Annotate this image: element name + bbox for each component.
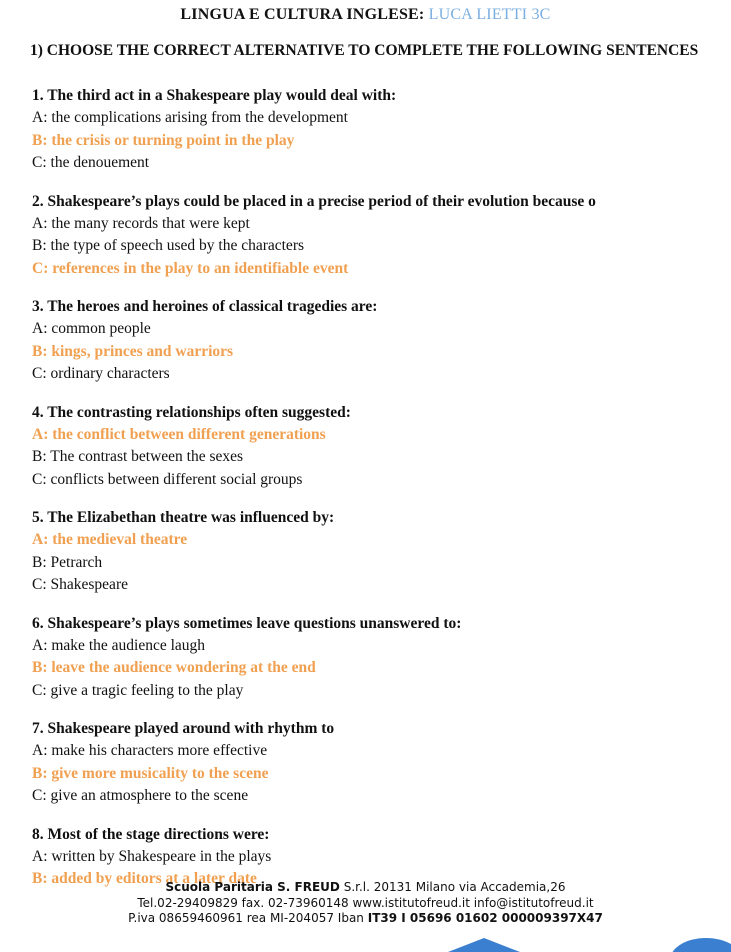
question-text: 7. Shakespeare played around with rhythm to xyxy=(32,720,335,737)
correct-answer-option: A: the medieval theatre xyxy=(32,531,188,548)
student-name: LUCA LIETTI 3C xyxy=(428,6,551,23)
question-text: 8. Most of the stage directions were: xyxy=(32,825,270,843)
correct-answer-option: B: kings, princes and warriors xyxy=(32,342,234,360)
answer-option: A: make his characters more effective xyxy=(32,742,268,759)
school-details: S.r.l. 20131 Milano via Accademia,26 xyxy=(343,880,566,894)
answer-option: C: the denouement xyxy=(32,154,150,171)
answer-option: A: the complications arising from the development xyxy=(32,109,348,126)
answer-option: B: The contrast between the sexes xyxy=(32,448,244,465)
answer-option: A: the many records that were kept xyxy=(32,214,250,232)
answer-option: C: Shakespeare xyxy=(32,576,128,593)
question-text: 5. The Elizabethan theatre was influenced by: xyxy=(32,509,335,526)
school-iban: IT39 I 05696 01602 000009397X47 xyxy=(367,911,603,925)
correct-answer-option: B: added by editors at a later date xyxy=(32,870,257,887)
bottom-decoration xyxy=(0,938,731,952)
question-4 xyxy=(32,401,727,507)
answer-option: C: give a tragic feeling to the play xyxy=(32,681,244,699)
question-2 xyxy=(32,190,727,296)
question-list xyxy=(32,84,727,928)
course-title: LINGUA E CULTURA INGLESE: xyxy=(180,6,425,23)
answer-option: A: make the audience laugh xyxy=(32,636,206,654)
correct-answer-option: C: references in the play to an identifiable event xyxy=(32,259,349,277)
correct-answer-option: B: give more musicality to the scene xyxy=(32,764,269,782)
question-6 xyxy=(32,612,727,718)
answer-option: C: ordinary characters xyxy=(32,365,170,382)
answer-option: C: conflicts between different social groups xyxy=(32,470,303,488)
question-3 xyxy=(32,295,727,401)
school-contacts: Tel.02-29409829 fax. 02-73960148 www.istitutofreud.it info@istitutofreud.it xyxy=(137,895,594,910)
bottom-edge xyxy=(0,938,731,952)
question-text: 1. The third act in a Shakespeare play would deal with: xyxy=(32,87,397,104)
question-7 xyxy=(32,717,727,823)
answer-option: C: give an atmosphere to the scene xyxy=(32,787,249,804)
answer-option: A: written by Shakespeare in the plays xyxy=(32,847,272,865)
question-text: 2. Shakespeare’s plays could be placed in a precise period of their evolution because o xyxy=(32,192,596,210)
question-text: 6. Shakespeare’s plays sometimes leave questions unanswered to: xyxy=(32,614,462,632)
up-arrow-icon xyxy=(448,938,520,952)
answer-option: A: common people xyxy=(32,320,151,337)
school-footer xyxy=(0,880,731,927)
school-vat: P.iva 08659460961 rea MI-204057 Iban xyxy=(128,911,364,925)
question-1 xyxy=(32,84,727,190)
circle-icon xyxy=(670,938,731,952)
correct-answer-option: B: the crisis or turning point in the play xyxy=(32,131,295,149)
answer-option: B: Petrarch xyxy=(32,553,103,571)
exercise-instruction: 1) CHOOSE THE CORRECT ALTERNATIVE TO COMPLETE THE FOLLOWING SENTENCES xyxy=(30,42,699,59)
document-title xyxy=(0,6,731,24)
question-text: 4. The contrasting relationships often suggested: xyxy=(32,403,351,421)
school-name: Scuola Paritaria S. FREUD xyxy=(165,880,340,894)
correct-answer-option: B: leave the audience wondering at the end xyxy=(32,659,316,676)
question-text: 3. The heroes and heroines of classical tragedies are: xyxy=(32,298,378,315)
answer-option: B: the type of speech used by the characters xyxy=(32,237,305,254)
correct-answer-option: A: the conflict between different generations xyxy=(32,425,326,443)
question-5 xyxy=(32,506,727,612)
